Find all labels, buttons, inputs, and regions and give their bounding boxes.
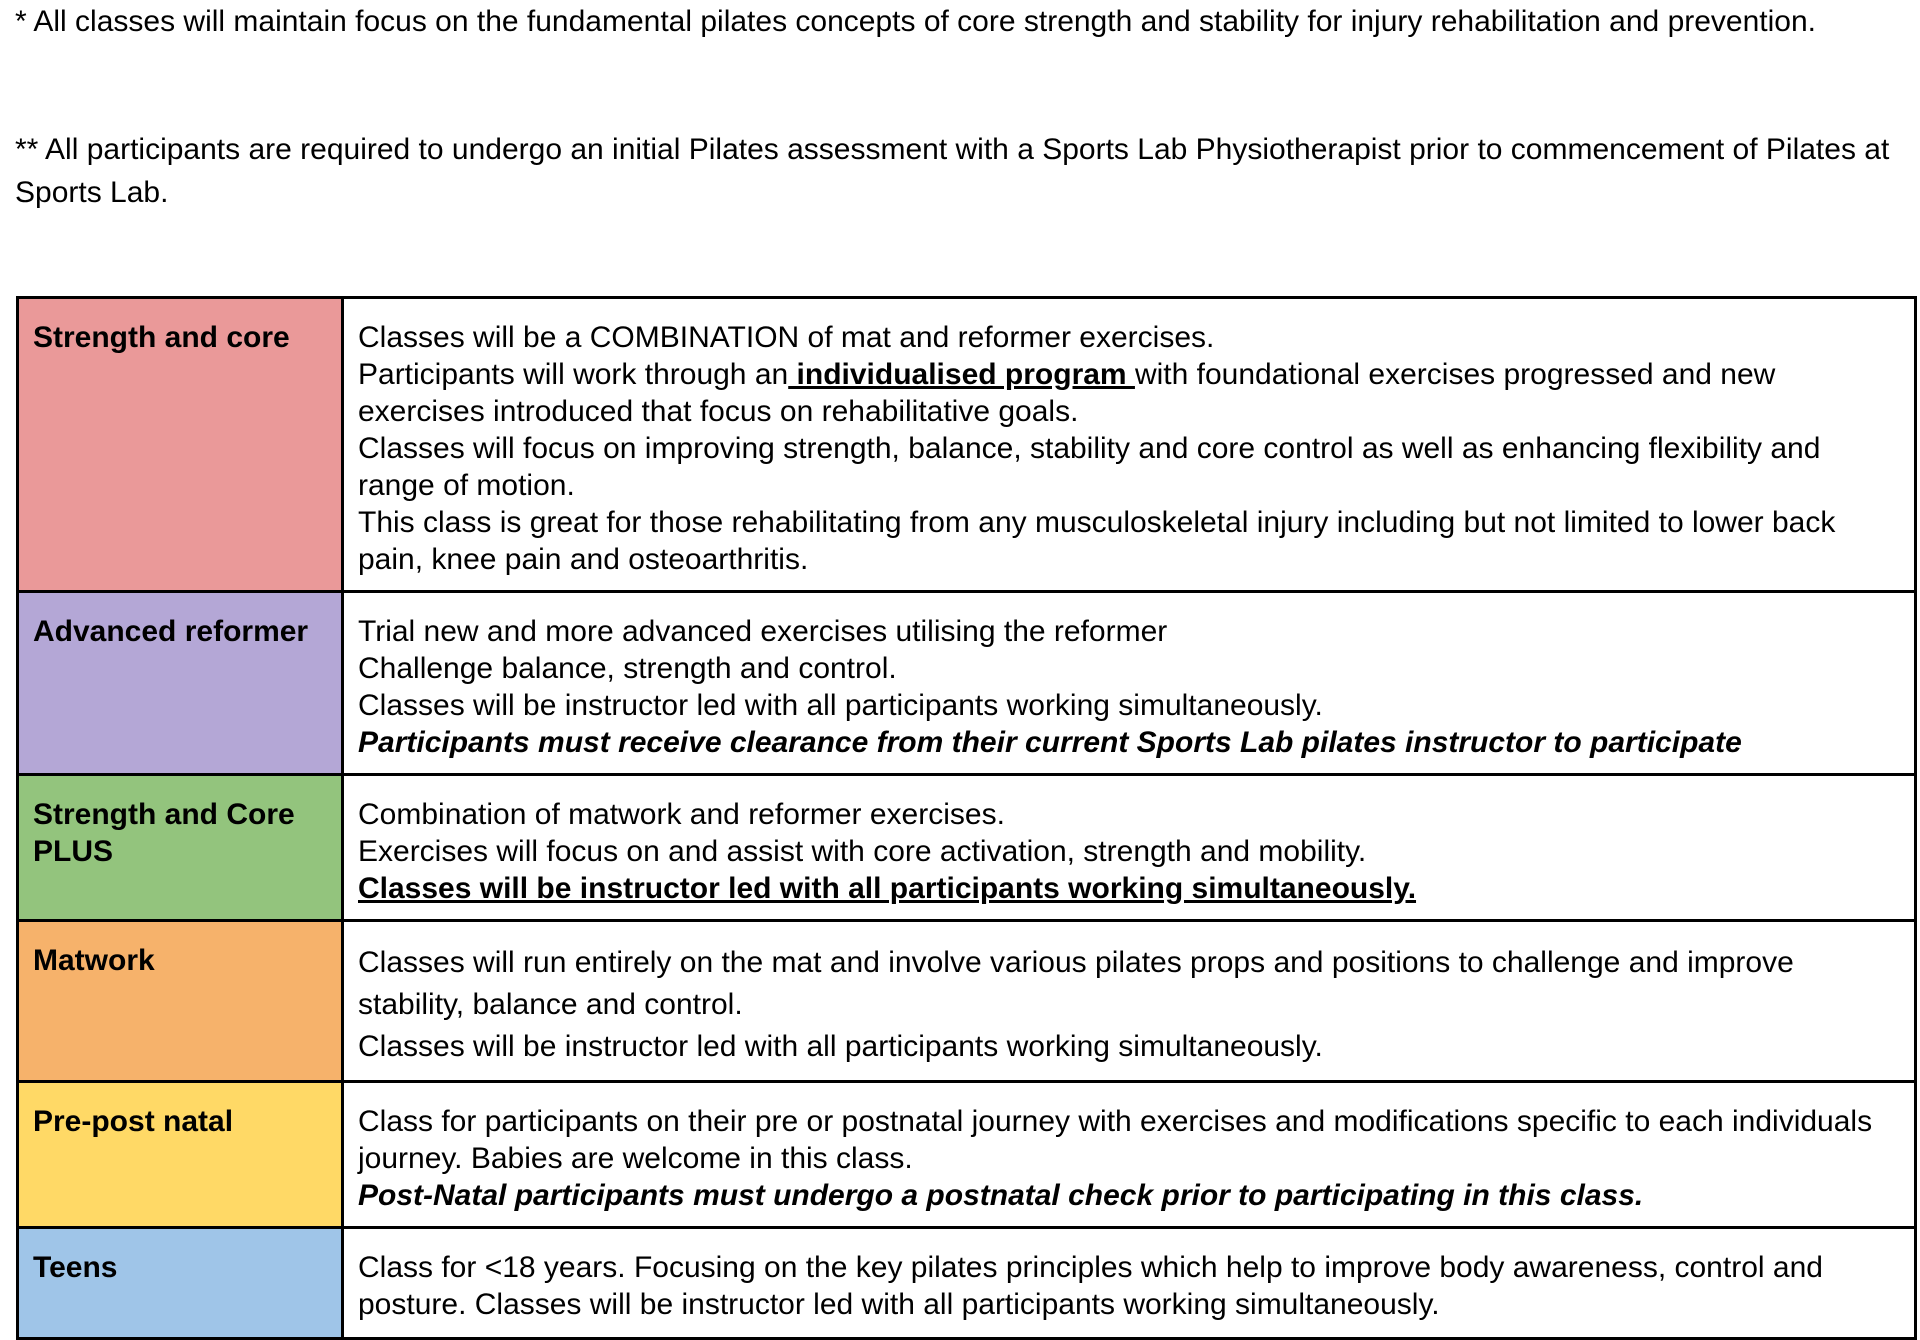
table-row (18, 1082, 1916, 1228)
class-name-cell (18, 1228, 343, 1339)
class-name: Teens (33, 1251, 118, 1284)
class-name-cell (18, 592, 343, 775)
class-name-cell (18, 1082, 343, 1228)
class-name-cell (18, 775, 343, 921)
description-line: Combination of matwork and reformer exercises. (358, 798, 1005, 831)
description-line: Class for participants on their pre or postnatal journey with exercises and modifications specific to each individuals journey. Babies are welcome in this class. (358, 1105, 1873, 1175)
class-name-cell (18, 921, 343, 1082)
description-line: This class is great for those rehabilitating from any musculoskeletal injury including but not limited to lower back pain, knee pain and osteoarthritis. (358, 506, 1836, 576)
description-line: Trial new and more advanced exercises utilising the reformer (358, 615, 1168, 648)
assessment-note-core-focus: * All classes will maintain focus on the fundamental pilates concepts of core strength and stability for injury rehabilitation and prevention. (15, 5, 1816, 38)
description-text: Participants will work through an (358, 358, 789, 391)
class-name: Advanced reformer (33, 615, 309, 648)
description-text: with foundational exercises progressed and new exercises introduced that focus on rehabilitative goals. (358, 358, 1776, 428)
class-description-cell (343, 775, 1916, 921)
description-line: Exercises will focus on and assist with core activation, strength and mobility. (358, 835, 1367, 868)
assessment-note-physio: ** All participants are required to undergo an initial Pilates assessment with a Sports Lab Physiotherapist prior to commencement of Pilates at Sports Lab. (15, 133, 1890, 209)
description-line: Classes will run entirely on the mat and involve various pilates props and positions to challenge and improve stability, balance and control. (358, 946, 1794, 1021)
table-row (18, 592, 1916, 775)
description-line: Classes will be a COMBINATION of mat and reformer exercises. (358, 321, 1215, 354)
class-name: Strength and core (33, 321, 290, 354)
class-description-cell (343, 1228, 1916, 1339)
description-line: Class for <18 years. Focusing on the key pilates principles which help to improve body awareness, control and posture. Classes will be instructor led with all participants working simultaneously. (358, 1251, 1823, 1321)
table-row (18, 921, 1916, 1082)
class-description-cell (343, 298, 1916, 592)
class-description-cell (343, 921, 1916, 1082)
class-name: Pre-post natal (33, 1105, 234, 1138)
class-name: Strength and Core PLUS (33, 798, 295, 868)
clearance-requirement: Participants must receive clearance from their current Sports Lab pilates instructor to participate (358, 726, 1742, 759)
table-row (18, 775, 1916, 921)
table-row (18, 1228, 1916, 1339)
class-descriptions-table (16, 296, 1917, 1340)
description-line: Classes will be instructor led with all participants working simultaneously. (358, 689, 1323, 722)
description-line: Classes will be instructor led with all participants working simultaneously. (358, 1030, 1323, 1063)
description-line: Challenge balance, strength and control. (358, 652, 897, 685)
class-description-cell (343, 592, 1916, 775)
class-description-cell (343, 1082, 1916, 1228)
class-name-cell (18, 298, 343, 592)
instructor-led-note: Classes will be instructor led with all participants working simultaneously. (358, 872, 1417, 905)
description-line: Classes will focus on improving strength, balance, stability and core control as well as enhancing flexibility and range of motion. (358, 432, 1821, 502)
emphasis-text: individualised program (788, 358, 1135, 391)
class-name: Matwork (33, 944, 155, 977)
postnatal-check-requirement: Post-Natal participants must undergo a postnatal check prior to participating in this class. (358, 1179, 1644, 1212)
description-line (358, 356, 1900, 430)
table-row (18, 298, 1916, 592)
